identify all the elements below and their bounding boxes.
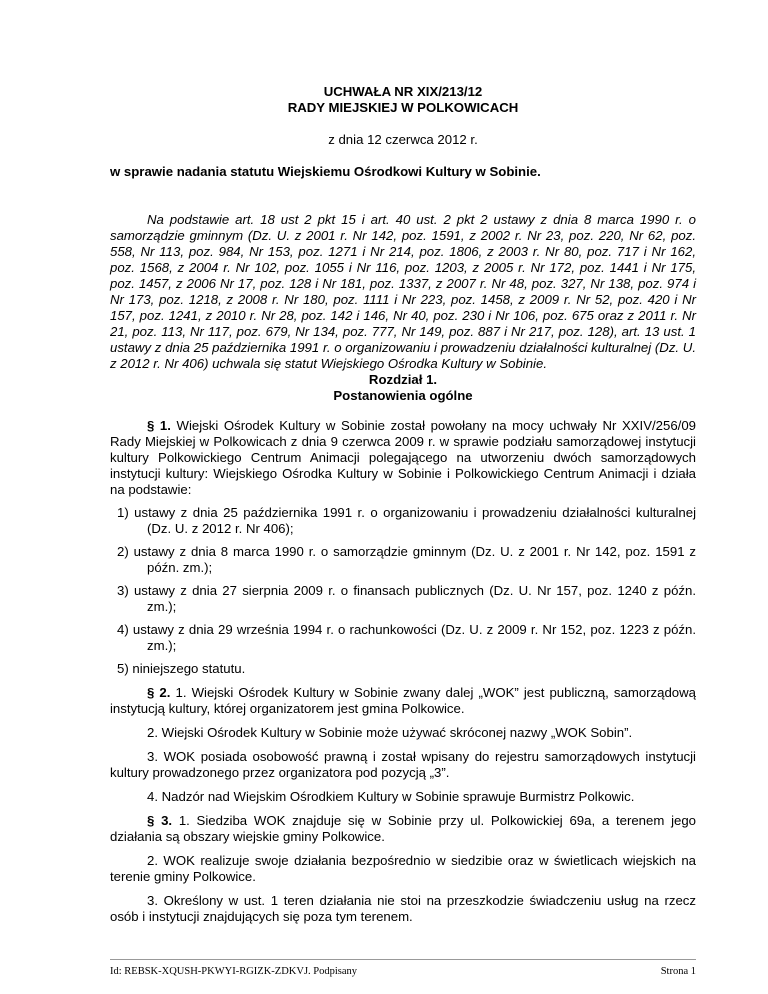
section-1-text: Wiejski Ośrodek Kultury w Sobinie został powołany na mocy uchwały Nr XXIV/256/09 Rady Miejskiej w Polkowicach z dnia 9 czerwca 2009 r. w sprawie podziału samorządowej instytucji kultury Polkowickiego Centrum Animacji polegającego na utworzeniu dwóch samorządowych instytucji kultury: Wiejskiego Ośrodka Kultury w Sobinie i Polkowickiego Centrum Animacji i działa na podstawie: (110, 418, 697, 497)
section-2-text: 1. Wiejski Ośrodek Kultury w Sobinie zwany dalej „WOK” jest publiczną, samorządową instytucją kultury, której organizatorem jest gmina Polkowice. (110, 685, 697, 716)
resolution-number: UCHWAŁA NR XIX/213/12 (323, 84, 483, 99)
legal-acts-list (110, 505, 696, 677)
section-1 (110, 418, 696, 498)
section-2-paragraph-2: 2. Wiejski Ośrodek Kultury w Sobinie może używać skróconej nazwy „WOK Sobin”. (147, 725, 633, 740)
list-item: 4) ustawy z dnia 29 września 1994 r. o rachunkowości (Dz. U. z 2009 r. Nr 152, poz. 1223 z późn. zm.); (117, 622, 696, 653)
chapter-title: Postanowienia ogólne (333, 388, 473, 403)
section-1-mark: § 1. (147, 418, 171, 433)
legal-basis: Na podstawie art. 18 ust 2 pkt 15 i art. 40 ust. 2 pkt 2 ustawy z dnia 8 marca 1990 r. o samorządzie gminnym (Dz. U. z 2001 r. Nr 142, poz. 1591, z 2002 r. Nr 23, poz. 220, Nr 62, poz. 558, Nr 113, poz. 984, Nr 153, poz. 1271 i Nr 214, poz. 1806, z 2003 r. Nr 80, poz. 717 i Nr 162, poz. 1568, z 2004 r. Nr 102, poz. 1055 i Nr 116, poz. 1203, z 2005 r. Nr 172, poz. 1441 i Nr 175, poz. 1457, z 2006 Nr 17, poz. 128 i Nr 181, poz. 1337, z 2007 r. Nr 48, poz. 327, Nr 138, poz. 974 i Nr 173, poz. 1218, z 2008 r. Nr 180, poz. 1111 i Nr 223, poz. 1458, z 2009 r. Nr 52, poz. 420 i Nr 157, poz. 1241, z 2010 r. Nr 28, poz. 142 i 146, Nr 40, poz. 230 i Nr 106, poz. 675 oraz z 2011 r. Nr 21, poz. 113, Nr 117, poz. 679, Nr 134, poz. 777, Nr 149, poz. 887 i Nr 217, poz. 128), art. 13 ust. 1 ustawy z dnia 25 października 1991 r. o organizowaniu i prowadzeniu działalności kulturalnej (Dz. U. z 2012 r. Nr 406) uchwala się statut Wiejskiego Ośrodka Kultury w Sobinie. (110, 212, 696, 371)
section-2-paragraph-3: 3. WOK posiada osobowość prawną i został wpisany do rejestru samorządowych instytucji kultury prowadzonego przez organizatora pod pozycją „3”. (110, 749, 696, 780)
resolution-date: z dnia 12 czerwca 2012 r. (328, 132, 478, 147)
document-id: Id: REBSK-XQUSH-PKWYI-RGIZK-ZDKVJ. Podpisany (110, 966, 358, 977)
list-item: 3) ustawy z dnia 27 sierpnia 2009 r. o finansach publicznych (Dz. U. Nr 157, poz. 1240 z późn. zm.); (117, 583, 696, 614)
section-2-paragraph-4: 4. Nadzór nad Wiejskim Ośrodkiem Kultury w Sobinie sprawuje Burmistrz Polkowic. (147, 789, 635, 804)
section-2-paragraph-1 (110, 685, 696, 717)
section-2-mark: § 2. (147, 685, 171, 700)
list-item: 5) niniejszego statutu. (117, 661, 246, 676)
council-name: RADY MIEJSKIEJ W POLKOWICACH (287, 100, 519, 115)
section-3-paragraph-3: 3. Określony w ust. 1 teren działania nie stoi na przeszkodzie świadczeniu usług na rzecz osób i instytucji znajdujących się poza tym terenem. (110, 893, 696, 924)
section-3-text: 1. Siedziba WOK znajduje się w Sobinie przy ul. Polkowickiej 69a, a terenem jego działania są obszary wiejskie gminy Polkowice. (110, 813, 696, 844)
chapter-number: Rozdział 1. (368, 372, 438, 387)
document-page (110, 84, 696, 925)
page-footer (110, 959, 696, 977)
list-item: 2) ustawy z dnia 8 marca 1990 r. o samorządzie gminnym (Dz. U. z 2001 r. Nr 142, poz. 1591 z późn. zm.); (117, 544, 696, 575)
list-item: 1) ustawy z dnia 25 października 1991 r. o organizowaniu i prowadzeniu działalności kulturalnej (Dz. U. z 2012 r. Nr 406); (117, 505, 696, 536)
page-number: Strona 1 (660, 966, 696, 977)
section-3-mark: § 3. (147, 813, 173, 828)
section-3-paragraph-2: 2. WOK realizuje swoje działania bezpośrednio w siedzibie oraz w świetlicach wiejskich na terenie gminy Polkowice. (110, 853, 696, 884)
section-3-paragraph-1 (110, 813, 696, 845)
resolution-subject: w sprawie nadania statutu Wiejskiemu Ośrodkowi Kultury w Sobinie. (110, 164, 541, 179)
